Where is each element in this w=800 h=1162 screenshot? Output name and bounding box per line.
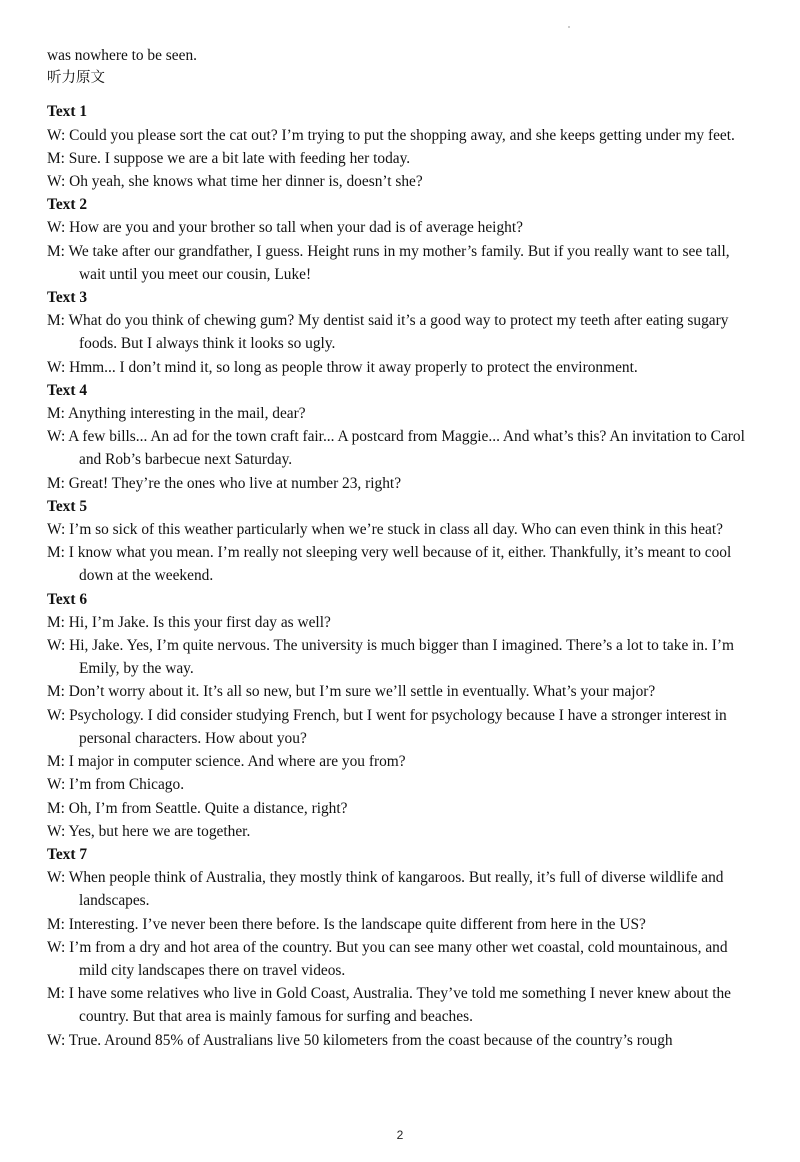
dialogue-turn: W: Could you please sort the cat out? I’m trying to put the shopping away, and she keeps getting under my feet. (47, 126, 735, 144)
scan-dot (568, 26, 570, 28)
text-heading: Text 6 (47, 590, 88, 608)
dialogue-turn: M: Anything interesting in the mail, dear? (47, 405, 306, 423)
dialogue-turn: M: What do you think of chewing gum? My dentist said it’s a good way to protect my teeth after eating sugary foods. But I always think it looks so ugly. (47, 312, 729, 353)
dialogue-turn: W: I’m from a dry and hot area of the country. But you can see many other wet coastal, cold mountainous, and mild city landscapes there on travel videos. (47, 938, 728, 979)
dialogue-turn: M: Don’t worry about it. It’s all so new, but I’m sure we’ll settle in eventually. What’s your major? (47, 683, 656, 701)
dialogue-turn: W: How are you and your brother so tall when your dad is of average height? (47, 219, 523, 237)
dialogue-turn: W: Oh yeah, she knows what time her dinner is, doesn’t she? (47, 173, 423, 191)
dialogue-turn: W: Hi, Jake. Yes, I’m quite nervous. The university is much bigger than I imagined. There’s a lot to take in. I’m Emily, by the way. (47, 637, 735, 678)
text-heading: Text 1 (47, 103, 88, 121)
intro-line: was nowhere to be seen. (47, 47, 198, 64)
text-heading: Text 5 (47, 497, 88, 515)
text-heading: Text 4 (47, 381, 88, 399)
text-heading: Text 2 (47, 196, 88, 214)
document-page (47, 44, 757, 1052)
dialogue-turn: M: Sure. I suppose we are a bit late with feeding her today. (47, 149, 411, 167)
dialogue-turn: M: We take after our grandfather, I guess. Height runs in my mother’s family. But if you really want to see tall, wait until you meet our cousin, Luke! (47, 242, 730, 283)
dialogue-turn: M: Interesting. I’ve never been there before. Is the landscape quite different from here in the US? (47, 915, 646, 933)
dialogue-turn: W: I’m from Chicago. (47, 776, 185, 794)
dialogue-turn: M: Oh, I’m from Seattle. Quite a distance, right? (47, 799, 348, 817)
section-gap (47, 90, 757, 100)
dialogue-turn: W: True. Around 85% of Australians live 50 kilometers from the coast because of the country’s rough (47, 1031, 673, 1049)
section-title: 听力原文 (47, 70, 105, 87)
dialogue-turn: W: When people think of Australia, they mostly think of kangaroos. But really, it’s full of diverse wildlife and landscapes. (47, 869, 724, 910)
dialogue-turn: W: A few bills... An ad for the town craft fair... A postcard from Maggie... And what’s this? An invitation to Carol and Rob’s barbecue next Saturday. (47, 428, 745, 469)
dialogue-turn: M: I know what you mean. I’m really not sleeping very well because of it, either. Thankfully, it’s meant to cool down at the weekend. (47, 544, 732, 585)
dialogue-turn: W: I’m so sick of this weather particularly when we’re stuck in class all day. Who can even think in this heat? (47, 521, 723, 539)
dialogue-turn: W: Yes, but here we are together. (47, 822, 251, 840)
text-heading: Text 7 (47, 845, 88, 863)
dialogue-turn: W: Psychology. I did consider studying French, but I went for psychology because I have a stronger interest in personal characters. How about you? (47, 706, 727, 747)
dialogue-turn: M: Hi, I’m Jake. Is this your first day as well? (47, 613, 331, 631)
dialogue-turn: M: Great! They’re the ones who live at number 23, right? (47, 474, 402, 492)
page-number: 2 (396, 1128, 404, 1142)
text-heading: Text 3 (47, 289, 88, 307)
dialogue-turn: M: I major in computer science. And where are you from? (47, 753, 406, 771)
dialogue-turn: W: Hmm... I don’t mind it, so long as people throw it away properly to protect the environment. (47, 358, 638, 376)
dialogue-turn: M: I have some relatives who live in Gold Coast, Australia. They’ve told me something I never knew about the country. But that area is mainly famous for surfing and beaches. (47, 985, 732, 1026)
